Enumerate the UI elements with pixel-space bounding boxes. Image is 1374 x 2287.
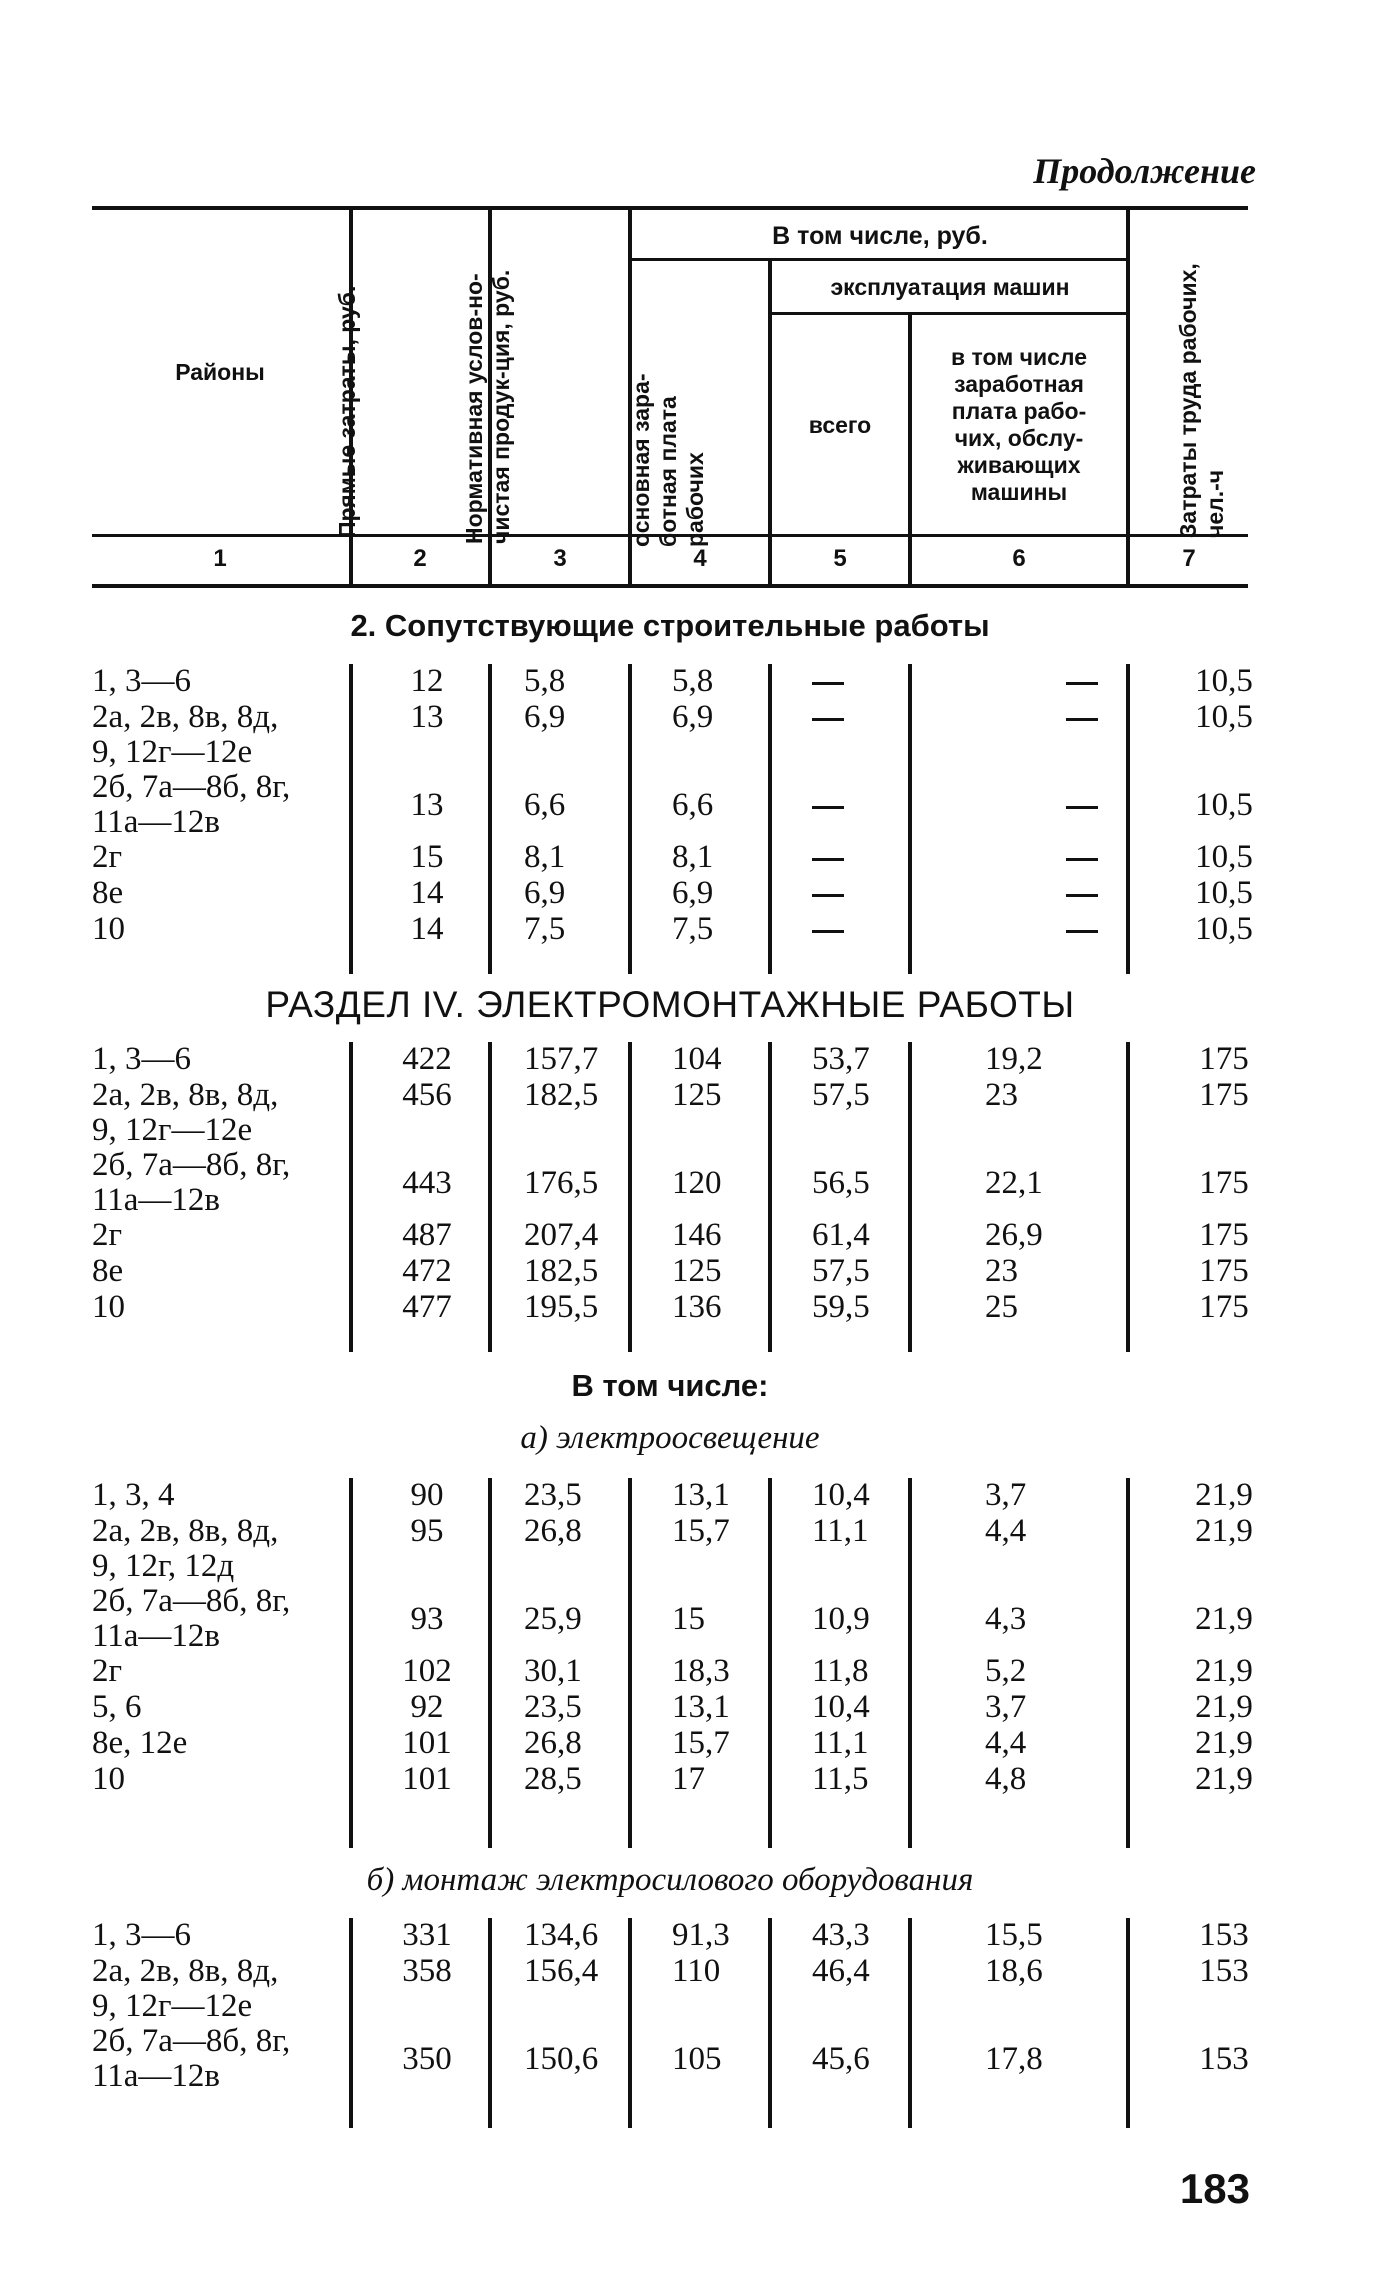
region-cell (92, 1654, 352, 1689)
normative-product-cell: 176,5 (524, 1165, 599, 1201)
machine-wages-cell: 22,1 (985, 1165, 1043, 1201)
region-line: 2г (92, 839, 123, 875)
machine-wages-cell: 19,2 (985, 1041, 1043, 1077)
table-row (92, 663, 1253, 699)
direct-costs-cell: 14 (410, 911, 444, 947)
dash-mark (1066, 894, 1098, 897)
region-line: 2б, 7а—8б, 8г, (92, 2023, 291, 2059)
machine-total-cell: 10,9 (812, 1601, 870, 1637)
table-row (92, 699, 1253, 770)
region-cell (92, 840, 352, 875)
normative-product-cell: 28,5 (524, 1761, 582, 1797)
machine-wages-cell (972, 840, 1192, 875)
direct-costs-cell: 331 (402, 1917, 452, 1953)
table-block-electrical (92, 1042, 1248, 1352)
machine-total-cell (812, 912, 942, 947)
region-cell (92, 700, 352, 770)
group-rule (632, 258, 1128, 261)
normative-product-cell: 156,4 (524, 1953, 599, 1989)
region-line: 1, 3—6 (92, 1917, 191, 1953)
base-wages-cell: 7,5 (672, 911, 714, 947)
labor-costs-cell: 21,9 (1195, 1477, 1253, 1513)
colnum-bottom-rule (92, 584, 1248, 588)
header-direct-costs: Прямые затраты, руб. (334, 285, 360, 538)
region-cell (92, 1690, 352, 1725)
region-line: 1, 3, 4 (92, 1477, 175, 1513)
normative-product-cell: 182,5 (524, 1077, 599, 1113)
direct-costs-cell: 472 (402, 1253, 452, 1289)
labor-costs-cell: 10,5 (1195, 699, 1253, 735)
machine-total-cell (812, 876, 942, 911)
base-wages-cell: 15 (672, 1601, 705, 1637)
machine-total-cell: 59,5 (812, 1289, 870, 1325)
labor-costs-cell: 153 (1199, 1917, 1249, 1953)
base-wages-cell: 6,9 (672, 699, 714, 735)
region-line: 2б, 7а—8б, 8г, (92, 1583, 291, 1619)
normative-product-cell: 23,5 (524, 1689, 582, 1725)
normative-product-cell: 157,7 (524, 1041, 599, 1077)
dash-mark (1066, 806, 1098, 809)
labor-costs-cell: 153 (1199, 1953, 1249, 1989)
base-wages-cell: 5,8 (672, 663, 714, 699)
page-number: 183 (1179, 2165, 1250, 2212)
normative-product-cell: 207,4 (524, 1217, 599, 1253)
machine-wages-cell: 17,8 (985, 2041, 1043, 2077)
direct-costs-cell: 14 (410, 875, 444, 911)
normative-product-cell: 5,8 (524, 663, 566, 699)
region-line: 9, 12г—12е (92, 1988, 253, 2024)
header-regions: Районы (175, 358, 265, 385)
base-wages-cell: 15,7 (672, 1725, 730, 1761)
region-cell (92, 1078, 352, 1148)
dash-mark (812, 858, 844, 861)
machine-total-cell (812, 840, 942, 875)
machine-total-cell: 57,5 (812, 1253, 870, 1289)
region-line: 2а, 2в, 8в, 8д, (92, 1077, 279, 1113)
header-machine-wages: в том числе заработная плата рабо-чих, обслу-живающих машины (950, 344, 1088, 505)
colnum-5: 5 (833, 545, 847, 572)
region-cell (92, 1218, 352, 1253)
region-line: 2а, 2в, 8в, 8д, (92, 1953, 279, 1989)
machine-wages-cell: 25 (985, 1289, 1018, 1325)
region-cell (92, 1954, 352, 2024)
region-cell (92, 876, 352, 911)
normative-product-cell: 26,8 (524, 1513, 582, 1549)
direct-costs-cell: 102 (402, 1653, 452, 1689)
region-line: 8е, 12е (92, 1725, 188, 1761)
header-labor-costs: Затраты труда рабочих, чел.-ч (1175, 263, 1228, 538)
machine-wages-cell: 4,4 (985, 1513, 1027, 1549)
base-wages-cell: 125 (672, 1253, 722, 1289)
region-cell (92, 770, 352, 840)
labor-costs-cell: 175 (1199, 1165, 1249, 1201)
labor-costs-cell: 10,5 (1195, 911, 1253, 947)
machine-total-cell: 57,5 (812, 1077, 870, 1113)
machine-total-cell: 10,4 (812, 1477, 870, 1513)
dash-mark (1066, 858, 1098, 861)
table-row (92, 875, 1253, 911)
direct-costs-cell: 15 (410, 839, 444, 875)
dash-mark (812, 682, 844, 685)
base-wages-cell: 104 (672, 1041, 722, 1077)
labor-costs-cell: 21,9 (1195, 1761, 1253, 1797)
machine-wages-cell (972, 788, 1192, 823)
direct-costs-cell: 95 (410, 1513, 444, 1549)
normative-product-cell: 150,6 (524, 2041, 599, 2077)
machine-total-cell: 46,4 (812, 1953, 870, 1989)
machine-total-cell: 56,5 (812, 1165, 870, 1201)
normative-product-cell: 26,8 (524, 1725, 582, 1761)
machine-wages-cell (972, 876, 1192, 911)
header-group-rub: В том числе, руб. (772, 221, 988, 250)
machine-wages-cell: 4,8 (985, 1761, 1027, 1797)
region-line: 10 (92, 1289, 125, 1325)
labor-costs-cell: 175 (1199, 1041, 1249, 1077)
region-line: 9, 12г—12е (92, 734, 253, 770)
normative-product-cell: 30,1 (524, 1653, 582, 1689)
region-cell (92, 2024, 352, 2094)
table-row (92, 1290, 1248, 1325)
machine-wages-cell: 15,5 (985, 1917, 1043, 1953)
machine-total-cell (812, 788, 942, 823)
normative-product-cell: 7,5 (524, 911, 566, 947)
labor-costs-cell: 10,5 (1195, 787, 1253, 823)
base-wages-cell: 120 (672, 1165, 722, 1201)
header-base-wages: основная зара-ботная плата рабочих (628, 373, 708, 547)
machine-wages-cell: 23 (985, 1077, 1018, 1113)
region-cell (92, 1918, 352, 1953)
dash-mark (812, 894, 844, 897)
table-row (92, 1078, 1248, 1148)
base-wages-cell: 6,6 (672, 787, 714, 823)
table-block-accompanying (92, 663, 1253, 974)
machine-total-cell (812, 664, 942, 699)
region-line: 2г (92, 1653, 123, 1689)
base-wages-cell: 17 (672, 1761, 705, 1797)
base-wages-cell: 105 (672, 2041, 722, 2077)
machine-total-cell: 61,4 (812, 1217, 870, 1253)
region-line: 1, 3—6 (92, 1041, 191, 1077)
region-line: 1, 3—6 (92, 663, 191, 699)
table-row (92, 1725, 1253, 1761)
region-line: 10 (92, 911, 125, 947)
base-wages-cell: 13,1 (672, 1477, 730, 1513)
direct-costs-cell: 350 (402, 2041, 452, 2077)
base-wages-cell: 18,3 (672, 1653, 730, 1689)
normative-product-cell: 6,9 (524, 875, 566, 911)
labor-costs-cell: 21,9 (1195, 1513, 1253, 1549)
region-cell (92, 664, 352, 699)
region-cell (92, 1478, 352, 1513)
labor-costs-cell: 153 (1199, 2041, 1249, 2077)
region-line: 9, 12г, 12д (92, 1548, 235, 1584)
table-row (92, 1583, 1253, 1654)
labor-costs-cell: 10,5 (1195, 663, 1253, 699)
direct-costs-cell: 13 (410, 699, 444, 735)
colnum-1: 1 (213, 545, 227, 572)
dash-mark (1066, 682, 1098, 685)
section-title-electrical: РАЗДЕЛ IV. ЭЛЕКТРОМОНТАЖНЫЕ РАБОТЫ (265, 984, 1075, 1025)
base-wages-cell: 13,1 (672, 1689, 730, 1725)
table-row (92, 1653, 1253, 1689)
direct-costs-cell: 456 (402, 1077, 452, 1113)
normative-product-cell: 25,9 (524, 1601, 582, 1637)
region-line: 2а, 2в, 8в, 8д, (92, 699, 279, 735)
header-machine-operation: эксплуатация машин (830, 273, 1070, 300)
labor-costs-cell: 10,5 (1195, 875, 1253, 911)
dash-mark (812, 806, 844, 809)
direct-costs-cell: 90 (410, 1477, 444, 1513)
table-row (92, 769, 1253, 840)
machine-wages-cell: 18,6 (985, 1953, 1043, 1989)
machine-total-cell: 53,7 (812, 1041, 870, 1077)
normative-product-cell: 134,6 (524, 1917, 599, 1953)
region-cell (92, 1290, 352, 1325)
table-row (92, 911, 1253, 947)
normative-product-cell: 8,1 (524, 839, 566, 875)
machine-total-cell: 11,1 (812, 1725, 869, 1761)
machine-total-cell: 45,6 (812, 2041, 870, 2077)
machine-wages-cell: 26,9 (985, 1217, 1043, 1253)
direct-costs-cell: 487 (402, 1217, 452, 1253)
continuation-label: Продолжение (1033, 151, 1256, 191)
subtitle-lighting: а) электроосвещение (520, 1420, 820, 1456)
labor-costs-cell: 10,5 (1195, 839, 1253, 875)
header-normative-product: Нормативная услов-но-чистая продук-ция, руб. (461, 269, 514, 544)
table-row (92, 1042, 1248, 1077)
region-line: 10 (92, 1761, 125, 1797)
region-line: 9, 12г—12е (92, 1112, 253, 1148)
machine-wages-cell: 4,3 (985, 1601, 1027, 1637)
section-title-accompanying: 2. Сопутствующие строительные работы (350, 608, 990, 643)
labor-costs-cell: 21,9 (1195, 1653, 1253, 1689)
labor-costs-cell: 175 (1199, 1217, 1249, 1253)
region-line: 11а—12в (92, 2058, 221, 2094)
table-block-power-equipment (92, 1918, 1248, 2128)
header-total: всего (808, 411, 872, 438)
dash-mark (812, 930, 844, 933)
region-line: 8е (92, 875, 124, 911)
machine-total-cell: 11,1 (812, 1513, 869, 1549)
machine-total-cell: 11,8 (812, 1653, 869, 1689)
base-wages-cell: 91,3 (672, 1917, 730, 1953)
machine-wages-cell: 3,7 (985, 1477, 1027, 1513)
table-row (92, 1689, 1253, 1725)
region-cell (92, 1584, 352, 1654)
normative-product-cell: 6,9 (524, 699, 566, 735)
table-row (92, 1148, 1248, 1218)
dash-mark (1066, 718, 1098, 721)
region-line: 11а—12в (92, 1182, 221, 1218)
region-line: 8е (92, 1253, 124, 1289)
direct-costs-cell: 477 (402, 1289, 452, 1325)
table-row (92, 1954, 1248, 2024)
base-wages-cell: 146 (672, 1217, 722, 1253)
direct-costs-cell: 422 (402, 1041, 452, 1077)
table-row (92, 839, 1253, 875)
machine-wages-cell (972, 700, 1192, 735)
table-row (92, 2024, 1248, 2094)
table-row (92, 1761, 1253, 1797)
machine-wages-cell: 3,7 (985, 1689, 1027, 1725)
region-line: 11а—12в (92, 1618, 221, 1654)
normative-product-cell: 182,5 (524, 1253, 599, 1289)
labor-costs-cell: 175 (1199, 1289, 1249, 1325)
labor-costs-cell: 175 (1199, 1077, 1249, 1113)
region-line: 5, 6 (92, 1689, 142, 1725)
machine-total-cell (812, 700, 942, 735)
region-cell (92, 1726, 352, 1761)
machine-wages-cell (972, 912, 1192, 947)
direct-costs-cell: 443 (402, 1165, 452, 1201)
region-line: 2б, 7а—8б, 8г, (92, 1147, 291, 1183)
machine-total-cell: 10,4 (812, 1689, 870, 1725)
machine-wages-cell: 23 (985, 1253, 1018, 1289)
direct-costs-cell: 12 (410, 663, 444, 699)
table-row (92, 1477, 1253, 1513)
direct-costs-cell: 101 (402, 1725, 452, 1761)
direct-costs-cell: 13 (410, 787, 444, 823)
base-wages-cell: 136 (672, 1289, 722, 1325)
region-line: 2г (92, 1217, 123, 1253)
base-wages-cell: 110 (672, 1953, 721, 1989)
subgroup-rule (772, 312, 1128, 315)
table-row (92, 1513, 1253, 1584)
base-wages-cell: 8,1 (672, 839, 714, 875)
region-cell (92, 912, 352, 947)
machine-total-cell: 43,3 (812, 1917, 870, 1953)
base-wages-cell: 125 (672, 1077, 722, 1113)
colnum-3: 3 (553, 545, 567, 572)
table-row (92, 1254, 1248, 1289)
machine-wages-cell (972, 664, 1192, 699)
machine-wages-cell: 4,4 (985, 1725, 1027, 1761)
dash-mark (1066, 930, 1098, 933)
region-cell (92, 1042, 352, 1077)
region-line: 2б, 7а—8б, 8г, (92, 769, 291, 805)
labor-costs-cell: 175 (1199, 1253, 1249, 1289)
base-wages-cell: 15,7 (672, 1513, 730, 1549)
labor-costs-cell: 21,9 (1195, 1725, 1253, 1761)
normative-product-cell: 23,5 (524, 1477, 582, 1513)
region-line: 2а, 2в, 8в, 8д, (92, 1513, 279, 1549)
region-cell (92, 1254, 352, 1289)
table-row (92, 1218, 1248, 1253)
table-block-lighting (92, 1477, 1253, 1848)
colnum-6: 6 (1012, 545, 1026, 572)
normative-product-cell: 6,6 (524, 787, 566, 823)
base-wages-cell: 6,9 (672, 875, 714, 911)
machine-total-cell: 11,5 (812, 1761, 869, 1797)
labor-costs-cell: 21,9 (1195, 1601, 1253, 1637)
direct-costs-cell: 92 (410, 1689, 444, 1725)
region-cell (92, 1762, 352, 1797)
region-line: 11а—12в (92, 804, 221, 840)
table-row (92, 1918, 1248, 1953)
section-title-including: В том числе: (571, 1368, 769, 1403)
subtitle-power-equipment: б) монтаж электросилового оборудования (366, 1862, 974, 1898)
normative-product-cell: 195,5 (524, 1289, 599, 1325)
colnum-2: 2 (413, 545, 427, 572)
dash-mark (812, 718, 844, 721)
region-cell (92, 1514, 352, 1584)
region-cell (92, 1148, 352, 1218)
machine-wages-cell: 5,2 (985, 1653, 1027, 1689)
direct-costs-cell: 93 (410, 1601, 444, 1637)
direct-costs-cell: 358 (402, 1953, 452, 1989)
labor-costs-cell: 21,9 (1195, 1689, 1253, 1725)
colnum-7: 7 (1182, 545, 1196, 572)
colnum-4: 4 (693, 545, 707, 572)
direct-costs-cell: 101 (402, 1761, 452, 1797)
